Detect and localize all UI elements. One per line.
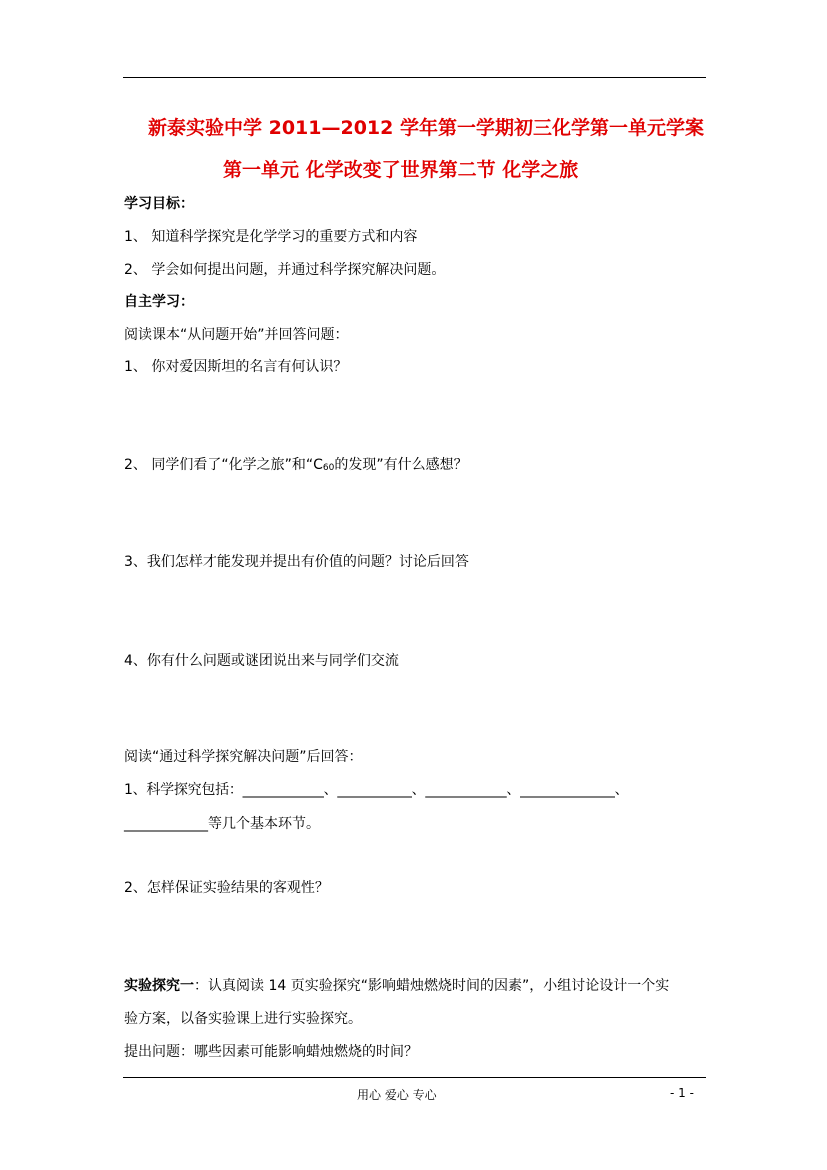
footer-rule [123, 1077, 706, 1078]
experiment-text-cont: 验方案，以备实验课上进行实验探究。 [124, 1011, 362, 1027]
footer-motto: 用心 爱心 专心 [357, 1088, 437, 1102]
experiment-text: ：认真阅读 14 页实验探究“影响蜡烛燃烧时间的因素”，小组讨论设计一个实 [194, 978, 670, 994]
question-2-text-end: 的发现”有什么感想？ [334, 457, 468, 473]
question-2 [124, 454, 468, 474]
fill-in-line-2: ____________等几个基本环节。 [124, 816, 320, 832]
header-rule [123, 77, 706, 78]
question-objectivity: 2、怎样保证实验结果的客观性？ [124, 880, 329, 896]
reading-instruction-2: 阅读“通过科学探究解决问题”后回答： [124, 749, 363, 765]
doc-title: 新泰实验中学 2011—2012 学年第一学期初三化学第一单元学案 [148, 117, 704, 139]
goals-heading: 学习目标： [124, 196, 194, 212]
page-number: - 1 - [670, 1086, 694, 1100]
question-2-text: 2、 同学们看了“化学之旅”和“C [124, 457, 323, 473]
question-1: 1、 你对爱因斯坦的名言有何认识？ [124, 359, 348, 375]
raise-question: 提出问题：哪些因素可能影响蜡烛燃烧的时间？ [124, 1044, 418, 1060]
experiment-paragraph [124, 975, 669, 995]
self-study-heading: 自主学习： [124, 294, 194, 310]
question-4: 4、你有什么问题或谜团说出来与同学们交流 [124, 653, 399, 669]
goal-item: 1、 知道科学探究是化学学习的重要方式和内容 [124, 229, 418, 245]
fill-in-line-1: 1、科学探究包括：____________、___________、____________、______________、 [124, 782, 629, 798]
question-3: 3、我们怎样才能发现并提出有价值的问题？讨论后回答 [124, 554, 469, 570]
reading-instruction: 阅读课本“从问题开始”并回答问题： [124, 327, 349, 343]
subscript-60: 60 [322, 463, 335, 473]
doc-subtitle: 第一单元 化学改变了世界第二节 化学之旅 [223, 159, 579, 181]
goal-item: 2、 学会如何提出问题，并通过科学探究解决问题。 [124, 262, 446, 278]
experiment-label: 实验探究一 [124, 978, 194, 994]
